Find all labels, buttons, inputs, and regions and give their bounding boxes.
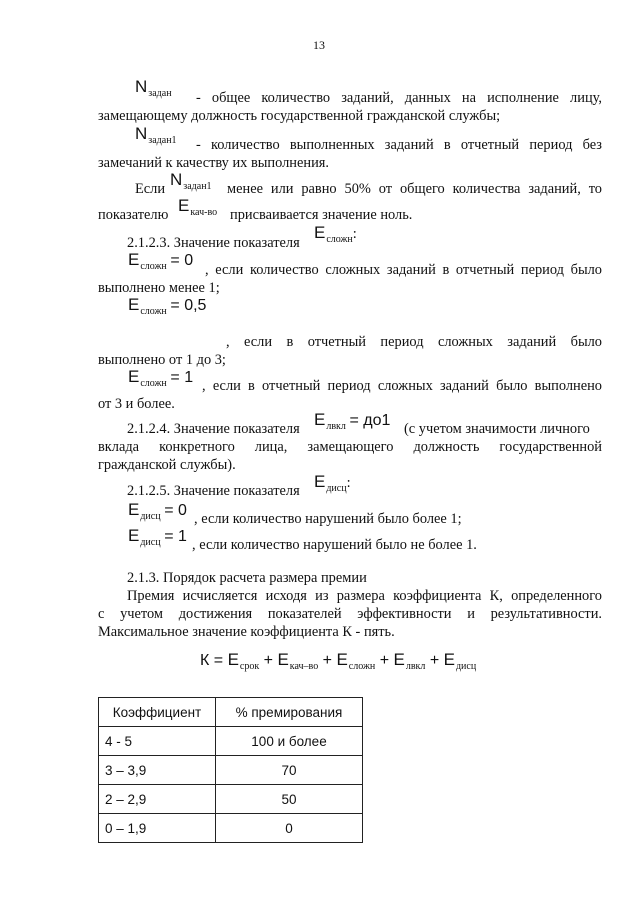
section-213-line2: с учетом достижения показателей эффективности и результативности.	[98, 606, 602, 622]
e-subscript: кач–во	[289, 661, 319, 672]
e-subscript: лвкл	[405, 661, 426, 672]
table-row	[99, 727, 363, 756]
e-symbol: E	[314, 472, 326, 491]
n-symbol: N	[135, 124, 148, 143]
table-row	[99, 785, 363, 814]
n-subscript: задан1	[148, 135, 177, 146]
e-slozhn-one-text: , если в отчетный период сложных заданий было выполнено	[202, 378, 602, 394]
condition-lead2: показателю	[98, 207, 169, 223]
e-symbol: E	[314, 223, 326, 242]
e-symbol: E	[178, 196, 190, 215]
table-row	[99, 814, 363, 843]
header-coefficient: Коэффициент	[99, 698, 216, 727]
e-slozhn-one-text2: от 3 и более.	[98, 396, 175, 412]
cell-bonus-percent: 100 и более	[216, 727, 363, 756]
e-disc-one-text: , если количество нарушений было не более 1.	[192, 537, 477, 553]
table-row	[99, 756, 363, 785]
plus-sign: +	[375, 652, 394, 669]
section-2125-symbol	[314, 473, 351, 498]
condition-text-line2: присваивается значение ноль.	[230, 207, 413, 223]
e-symbol: E	[128, 250, 140, 269]
condition-lead: Если	[135, 181, 166, 197]
section-2124-symbol	[314, 411, 390, 436]
e-disc-one	[128, 527, 187, 552]
e-slozhn-zero-text: , если количество сложных заданий в отчетный период было	[205, 262, 602, 278]
e-symbol: E	[128, 500, 140, 519]
n-zadan-definition	[135, 78, 172, 103]
section-2124-heading: 2.1.2.4. Значение показателя	[127, 421, 300, 437]
formula-value: = 1	[164, 528, 187, 545]
n-symbol: N	[135, 77, 148, 96]
section-213-line1: Премия исчисляется исходя из размера коэффициента К, определенного	[127, 588, 602, 604]
colon: :	[352, 226, 357, 242]
cell-bonus-percent: 50	[216, 785, 363, 814]
e-symbol: E	[393, 650, 405, 669]
e-subscript: дисц	[455, 661, 477, 672]
colon: :	[346, 475, 351, 491]
cell-bonus-percent: 0	[216, 814, 363, 843]
e-symbol: E	[336, 650, 348, 669]
section-213-heading: 2.1.3. Порядок расчета размера премии	[127, 570, 367, 586]
table-header-row	[99, 698, 363, 727]
section-2124-text1: (с учетом значимости личного	[404, 421, 590, 437]
k-lhs: К =	[200, 652, 228, 669]
section-2125-heading: 2.1.2.5. Значение показателя	[127, 483, 300, 499]
e-slozhn-half	[128, 296, 206, 321]
cell-coefficient: 2 – 2,9	[99, 785, 216, 814]
e-subscript: дисц	[140, 511, 161, 522]
condition-symbol	[170, 171, 212, 196]
e-symbol: E	[277, 650, 289, 669]
e-symbol: E	[128, 367, 140, 386]
e-subscript: дисц	[326, 483, 347, 494]
cell-coefficient: 4 - 5	[99, 727, 216, 756]
e-symbol: E	[227, 650, 239, 669]
coefficient-table	[98, 697, 363, 843]
header-bonus-percent: % премирования	[216, 698, 363, 727]
e-symbol: E	[128, 526, 140, 545]
e-disc-zero	[128, 501, 187, 526]
section-2123-heading: 2.1.2.3. Значение показателя	[127, 235, 300, 251]
section-2124-text2: вклада конкретного лица, замещающего должность государственной	[98, 439, 602, 455]
n-zadan-text-line2: замещающему должность государственной гражданской службы;	[98, 108, 501, 124]
formula-value: = 0,5	[170, 297, 207, 314]
e-slozhn-zero	[128, 251, 193, 276]
condition-text-line1: менее или равно 50% от общего количества заданий, то	[227, 181, 602, 197]
section-2123-symbol	[314, 224, 357, 249]
n-zadan1-definition	[135, 125, 177, 150]
section-2124-text3: гражданской службы).	[98, 457, 236, 473]
n-subscript: задан	[148, 88, 172, 99]
e-slozhn-half-text: , если в отчетный период сложных заданий было	[226, 334, 602, 350]
e-subscript: дисц	[140, 537, 161, 548]
e-subscript: сложн	[140, 306, 167, 317]
formula-value: = до1	[349, 412, 391, 429]
e-symbol: E	[443, 650, 455, 669]
page-number: 13	[313, 38, 325, 52]
e-disc-zero-text: , если количество нарушений было более 1;	[194, 511, 462, 527]
e-slozhn-one	[128, 368, 193, 393]
cell-bonus-percent: 70	[216, 756, 363, 785]
k-formula	[200, 650, 476, 672]
plus-sign: +	[425, 652, 444, 669]
n-subscript: задан1	[183, 181, 212, 192]
n-zadan-text-line1: - общее количество заданий, данных на исполнение лицу,	[196, 90, 602, 106]
formula-value: = 0	[164, 502, 187, 519]
e-subscript: кач-во	[190, 207, 218, 218]
e-subscript: сложн	[140, 261, 167, 272]
e-slozhn-zero-text2: выполнено менее 1;	[98, 280, 220, 296]
e-subscript: срок	[239, 661, 260, 672]
condition-symbol2	[178, 197, 217, 222]
cell-coefficient: 0 – 1,9	[99, 814, 216, 843]
e-subscript: лвкл	[326, 421, 346, 432]
plus-sign: +	[318, 652, 337, 669]
plus-sign: +	[259, 652, 278, 669]
formula-value: = 0	[170, 252, 194, 269]
n-symbol: N	[170, 170, 183, 189]
section-213-line3: Максимальное значение коэффициента К - пять.	[98, 624, 395, 640]
e-slozhn-half-text2: выполнено от 1 до 3;	[98, 352, 226, 368]
e-subscript: сложн	[348, 661, 376, 672]
n-zadan1-text-line1: - количество выполненных заданий в отчетный период без	[196, 137, 602, 153]
n-zadan1-text-line2: замечаний к качеству их выполнения.	[98, 155, 330, 171]
e-subscript: сложн	[326, 234, 353, 245]
formula-value: = 1	[170, 369, 194, 386]
e-symbol: E	[128, 295, 140, 314]
e-symbol: E	[314, 410, 326, 429]
e-subscript: сложн	[140, 378, 167, 389]
cell-coefficient: 3 – 3,9	[99, 756, 216, 785]
